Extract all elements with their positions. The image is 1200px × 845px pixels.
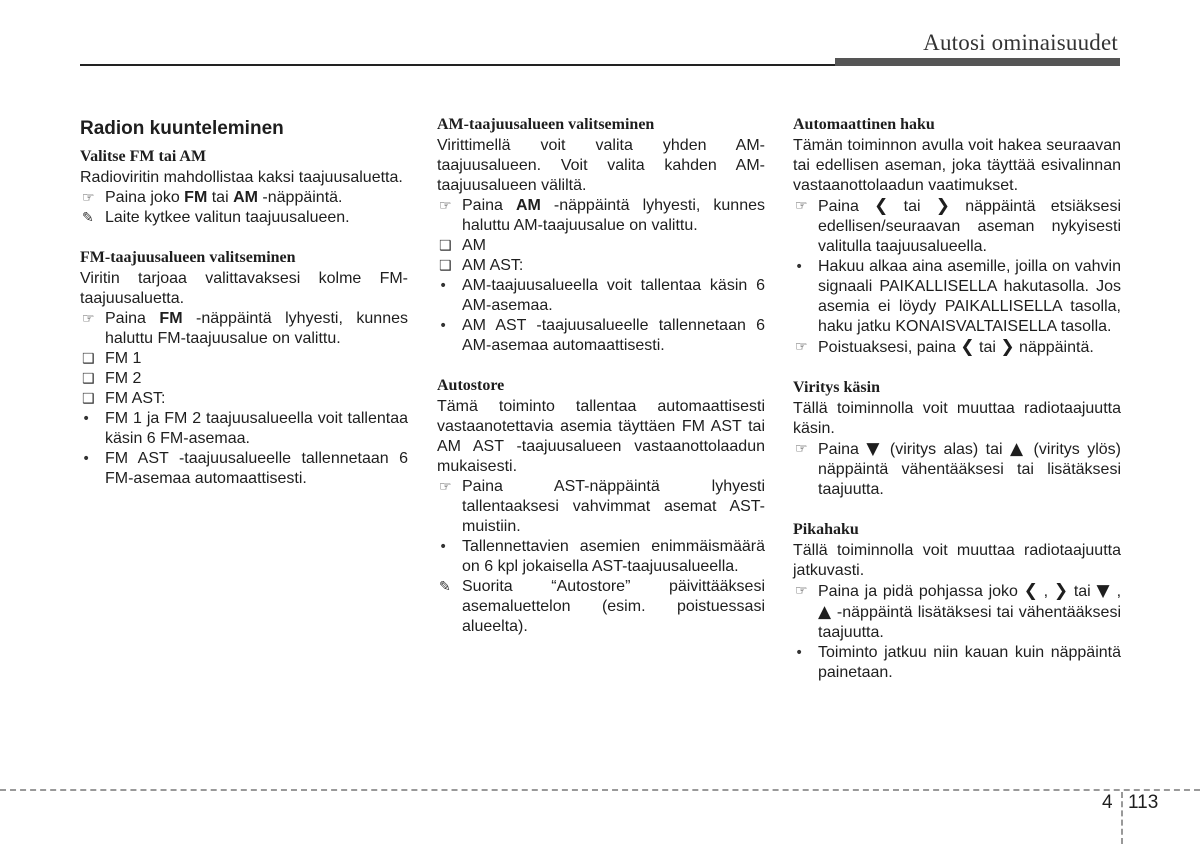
paragraph: Tällä toiminnolla voit muuttaa radiotaajuutta jatkuvasti. (793, 542, 1121, 579)
section-title: Radion kuunteleminen (80, 118, 284, 139)
list-item: ☞ Paina FM -näppäintä lyhyesti, kunnes haluttu FM-taajuusalue on valittu. (82, 310, 409, 347)
subheading-fm-band: FM-taajuusalueen valitseminen (80, 249, 296, 266)
list-item: • AM-taajuusalueella voit tallentaa käsin 6 AM-asemaa. (439, 277, 765, 314)
checkbox-icon: ❑ (82, 351, 95, 367)
list-item: ❑ FM 2 (82, 370, 142, 387)
list-item: ☞ Paina ❮ tai ❯ näppäintä etsiäksesi edellisen/seuraavan aseman nykyisesti valitulla taajuusalueella. (795, 196, 1122, 255)
list-item: ☞ Paina AST-näppäintä lyhyesti tallentaaksesi vahvimmat asemat AST-muistiin. (439, 478, 765, 535)
list-item: ❑ AM AST: (439, 257, 524, 274)
list-item: • Toiminto jatkuu niin kauan kuin näppäintä painetaan. (795, 644, 1121, 681)
list-item: ☞ Paina joko FM tai AM -näppäintä. (82, 189, 343, 206)
triangle-down-icon: ▼ (1096, 581, 1111, 601)
checkbox-icon: ❑ (439, 238, 452, 254)
column-3 (793, 115, 1121, 683)
list-item: ❑ FM 1 (82, 350, 142, 367)
bullet-icon: • (439, 318, 448, 334)
instruction-list (793, 196, 1121, 358)
instruction-list (437, 196, 765, 356)
triangle-down-icon: ▼ (866, 439, 883, 459)
subheading-fast-seek: Pikahaku (793, 521, 859, 538)
pointing-hand-icon: ☞ (82, 190, 95, 206)
list-item: ☞ Paina ja pidä pohjassa joko ❮ , ❯ tai ▼ , ▲ -näppäintä lisätäksesi tai vähentääksesi taajuutta. (795, 581, 1122, 641)
bullet-icon: • (439, 278, 448, 294)
list-item: • AM AST -taajuusalueelle tallennetaan 6 AM-asemaa automaattisesti. (439, 317, 765, 354)
footer-rule (0, 789, 1200, 791)
subheading-autostore: Autostore (437, 377, 505, 394)
subheading-manual-tuning: Viritys käsin (793, 379, 880, 396)
page-header-title: Autosi ominaisuudet (923, 30, 1118, 55)
header-rule-accent (835, 58, 1120, 66)
list-item: • Hakuu alkaa aina asemille, joilla on vahvin signaali PAIKALLISELLA hakutasolla. Jos asemia ei löydy PAIKALLISELLA tasolla, haku jatku KONAISVALTAISELLA tasolla. (795, 258, 1121, 335)
pencil-note-icon: ✎ (439, 579, 451, 595)
paragraph: Tällä toiminnolla voit muuttaa radiotaajuutta käsin. (793, 400, 1121, 437)
pointing-hand-icon: ☞ (795, 339, 808, 355)
chevron-right-icon: ❯ (1053, 581, 1069, 601)
paragraph: Viritin tarjoaa valittavaksesi kolme FM-taajuusaluetta. (80, 270, 408, 307)
instruction-list (437, 477, 765, 637)
subheading-auto-seek: Automaattinen haku (793, 116, 935, 133)
list-item: ❑ AM (439, 237, 486, 254)
pointing-hand-icon: ☞ (795, 441, 808, 457)
paragraph: Tämän toiminnon avulla voit hakea seuraavan tai edellisen aseman, joka täyttää esivalinnan vastaanottolaadun vaatimukset. (793, 137, 1121, 194)
triangle-up-icon: ▲ (1010, 439, 1027, 459)
instruction-list (793, 439, 1121, 500)
page-number-divider (1121, 792, 1123, 844)
triangle-up-icon: ▲ (818, 602, 832, 622)
chevron-right-icon: ❯ (935, 196, 951, 216)
column-1 (80, 115, 408, 489)
bullet-icon: • (795, 259, 804, 275)
checkbox-icon: ❑ (439, 258, 452, 274)
chevron-left-icon: ❮ (1023, 581, 1038, 601)
bullet-icon: • (82, 451, 91, 467)
chevron-right-icon: ❯ (1000, 337, 1015, 357)
pencil-note-icon: ✎ (82, 210, 94, 226)
list-item: ☞ Paina AM -näppäintä lyhyesti, kunnes haluttu AM-taajuusalue on valittu. (439, 197, 765, 234)
bullet-icon: • (795, 645, 804, 661)
chapter-number: 4 (1102, 792, 1113, 813)
header-rule (80, 64, 835, 66)
instruction-list (80, 188, 408, 228)
checkbox-icon: ❑ (82, 391, 95, 407)
bullet-icon: • (82, 411, 91, 427)
paragraph: Virittimellä voit valita yhden AM-taajuusalueen. Voit valita kahden AM-taajuusalueen väliltä. (437, 137, 765, 194)
page-number: 113 (1128, 792, 1159, 813)
subheading-am-band: AM-taajuusalueen valitseminen (437, 116, 655, 133)
list-item: • FM 1 ja FM 2 taajuusalueella voit tallentaa käsin 6 FM-asemaa. (82, 410, 408, 447)
checkbox-icon: ❑ (82, 371, 95, 387)
bullet-icon: • (439, 539, 448, 555)
chevron-left-icon: ❮ (960, 337, 975, 357)
instruction-list (793, 581, 1121, 683)
list-item: ☞ Paina ▼ (viritys alas) tai ▲ (viritys ylös) näppäintä vähentääksesi tai lisätäksesi taajuutta. (795, 439, 1121, 498)
pointing-hand-icon: ☞ (82, 311, 95, 327)
subheading-select-band: Valitse FM tai AM (80, 148, 207, 165)
column-2 (437, 115, 765, 637)
list-item: • Tallennettavien asemien enimmäismäärä on 6 kpl jokaisella AST-taajuusalueella. (439, 538, 765, 575)
pointing-hand-icon: ☞ (439, 198, 452, 214)
list-item: ✎ Laite kytkee valitun taajuusalueen. (82, 209, 350, 226)
list-item: ✎ Suorita “Autostore” päivittääksesi asemaluettelon (esim. poistuessasi alueelta). (439, 578, 765, 635)
pointing-hand-icon: ☞ (795, 198, 808, 214)
instruction-list (80, 309, 408, 489)
chevron-left-icon: ❮ (874, 196, 889, 216)
paragraph: Radioviritin mahdollistaa kaksi taajuusaluetta. (80, 169, 403, 186)
pointing-hand-icon: ☞ (795, 583, 808, 599)
list-item: ❑ FM AST: (82, 390, 166, 407)
list-item: ☞ Poistuaksesi, paina ❮ tai ❯ näppäintä. (795, 337, 1094, 357)
pointing-hand-icon: ☞ (439, 479, 452, 495)
list-item: • FM AST -taajuusalueelle tallennetaan 6 FM-asemaa automaattisesti. (82, 450, 408, 487)
paragraph: Tämä toiminto tallentaa automaattisesti vastaanotettavia asemia täyttäen FM AST tai AM AST -taajuusalueen vastaanottolaadun mukaisesti. (437, 398, 765, 475)
